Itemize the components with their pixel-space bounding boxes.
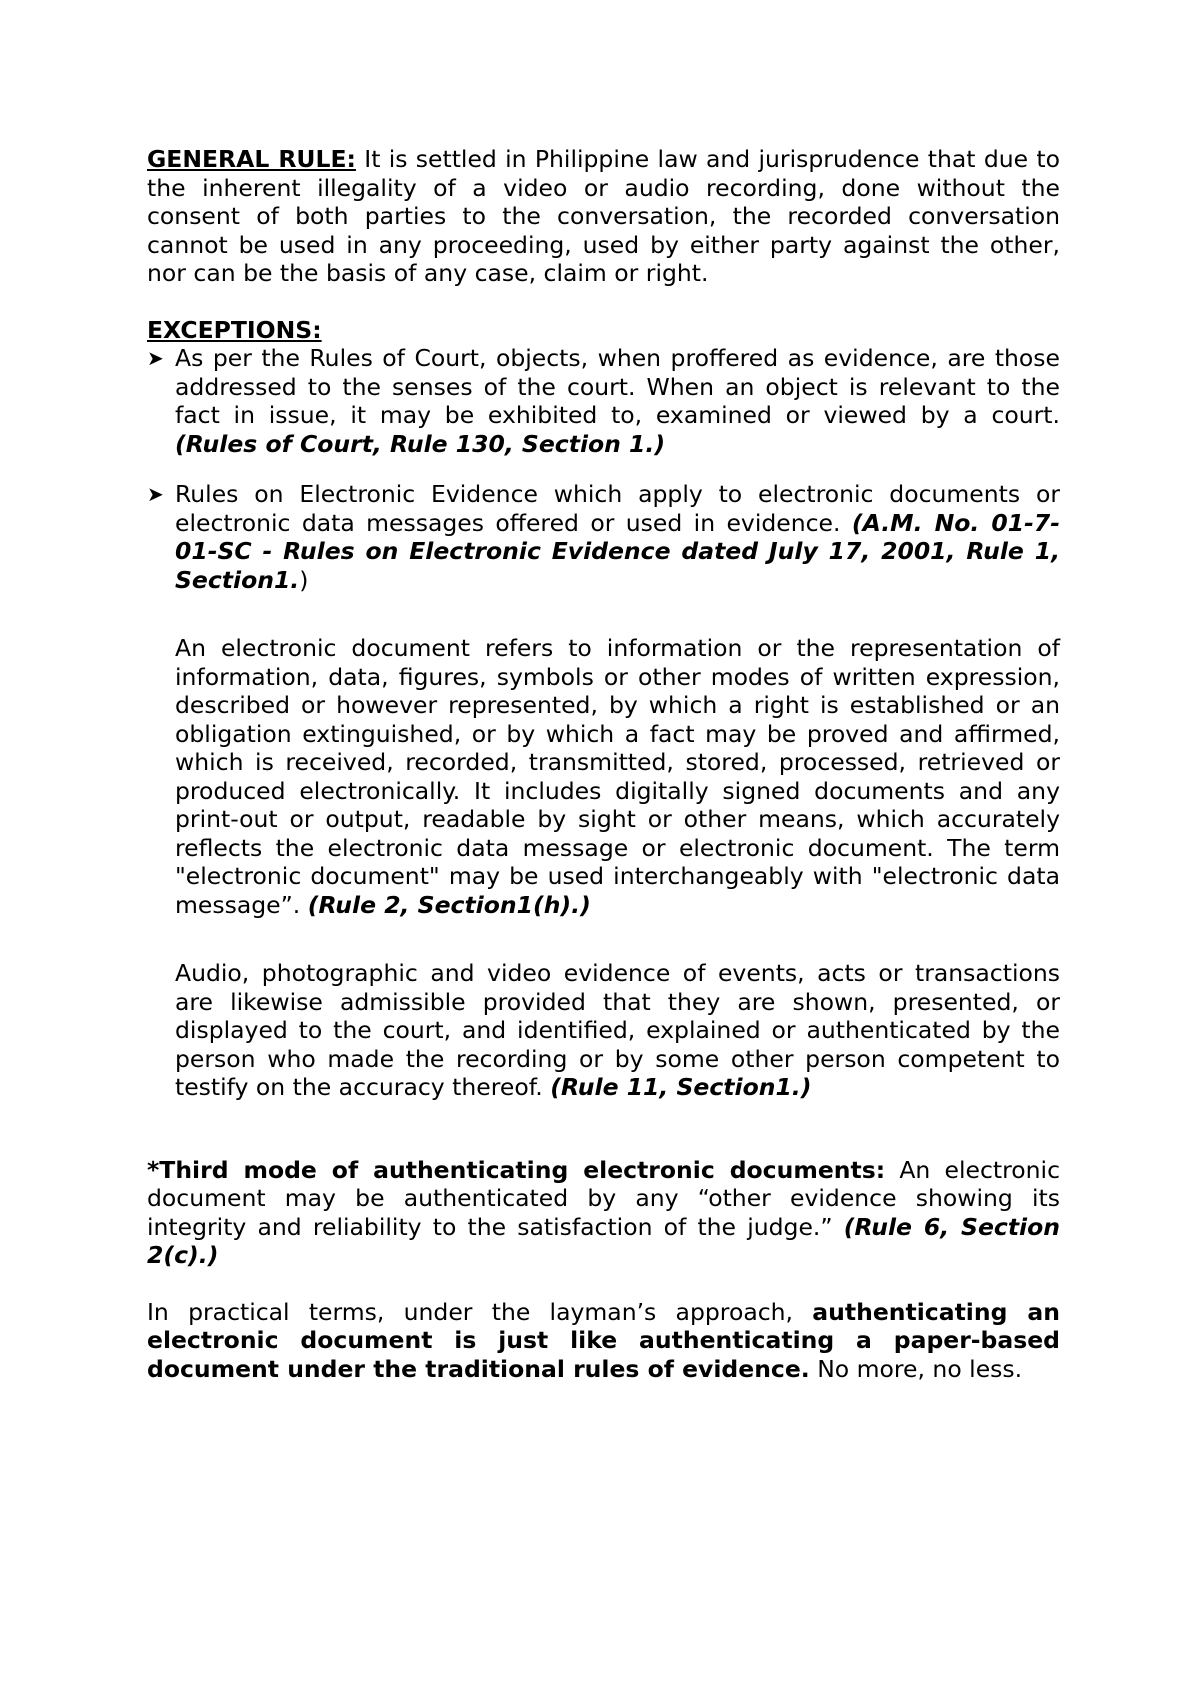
exception-item-citation: (A.M. No. 01-7-01-SC - Rules on Electronic Evidence dated July 17, 2001, Rule 1, Section1. [175,508,1060,594]
exception-item-citation-end: ) [299,565,309,594]
general-rule-paragraph [147,145,1060,288]
exception-item-electronic-evidence [147,480,1060,594]
third-mode-paragraph [147,1156,1060,1270]
arrowhead-bullet-icon: ➤ [147,346,164,370]
third-mode-text: An electronic document may be authenticated by any “other evidence showing its integrity and reliability to the satisfaction of the judge.” [147,1155,1061,1241]
exception-item-rules-of-court [147,344,1060,458]
practical-terms-paragraph [147,1298,1060,1384]
definition-text: An electronic document refers to information or the representation of information, data, figures, symbols or other modes of written expression, described or however represented, by which a right is established or an obligation extinguished, or by which a fact may be proved and affirmed, which is received, recorded, transmitted, stored, processed, retrieved or produced electronically. It includes digitally signed documents and any print-out or output, readable by sight or other means, which accurately reflects the electronic data message or electronic document. The term "electronic document" may be used interchangeably with "electronic data message”. [175,634,1060,919]
audio-evidence-citation: (Rule 11, Section1.) [550,1073,812,1101]
exceptions-heading-text: EXCEPTIONS: [147,315,322,344]
general-rule-text: It is settled in Philippine law and jurisprudence that due to the inherent illegality of a video or audio recording, done without the consent of both parties to the conversation, the recorded conversation cannot be used in any proceeding, used by either party against the other, nor can be the basis of any case, claim or right. [147,145,1060,287]
exception-item-body: As per the Rules of Court, objects, when proffered as evidence, are those addressed to the senses of the court. When an object is relevant to the fact in issue, it may be exhibited to, examined or viewed by a court. [175,344,1060,429]
exceptions-heading [147,316,1060,345]
third-mode-label: *Third mode of authenticating electronic documents: [147,1155,886,1184]
practical-bold-text: authenticating an electronic document is just like authenticating a paper-based document under the traditional rules of evidence. [147,1297,1060,1383]
exception-item-citation: (Rules of Court, Rule 130, Section 1.) [175,429,666,458]
electronic-document-definition [175,634,1060,919]
general-rule-label: GENERAL RULE: [147,145,356,173]
audio-evidence-text: Audio, photographic and video evidence of events, acts or transactions are likewise admissible provided that they are shown, presented, or displayed to the court, and identified, explained or authenticated by the person who made the recording or by some other person competent to testify on the accuracy thereof. [175,959,1060,1101]
document-body [147,145,1060,1383]
practical-text-end: No more, no less. [809,1354,1023,1383]
exception-item-text [175,480,1060,594]
practical-text-start: In practical terms, under the layman’s approach, [147,1297,813,1326]
definition-citation: (Rule 2, Section1(h).) [307,890,591,919]
third-mode-citation: (Rule 6, Section 2(c).) [147,1212,1060,1269]
audio-evidence-paragraph [175,959,1060,1102]
exception-item-text [175,344,1060,458]
arrowhead-bullet-icon: ➤ [147,482,164,506]
exception-item-body: Rules on Electronic Evidence which apply to electronic documents or electronic data messages offered or used in evidence. [175,480,1060,537]
